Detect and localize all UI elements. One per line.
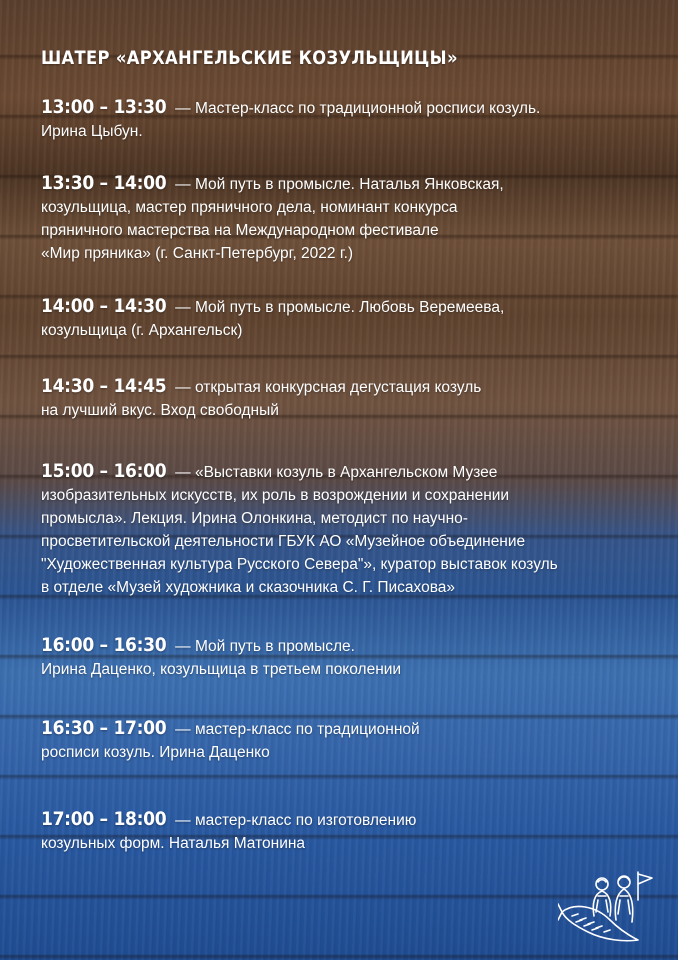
- entry-description: — Мой путь в промысле.: [175, 638, 355, 655]
- entry-line: "Художественная культура Русского Севера"», куратор выставок козуль: [41, 556, 558, 573]
- entry-line: на лучший вкус. Вход свободный: [41, 402, 279, 419]
- entry-line: просветительской деятельности ГБУК АО «Музейное объединение: [41, 533, 526, 550]
- entry-description: — мастер-класс по традиционной: [175, 721, 420, 738]
- festival-logo-icon: [558, 870, 658, 946]
- entry-line: промысла». Лекция. Ирина Олонкина, методист по научно-: [41, 510, 468, 527]
- schedule-entry: [41, 172, 641, 265]
- schedule-entry: [41, 634, 641, 681]
- entry-description: — Мастер-класс по традиционной росписи козуль.: [175, 100, 541, 117]
- entry-line: в отделе «Музей художника и сказочника С. Г. Писахова»: [41, 579, 456, 596]
- entry-time: 16:00 – 16:30: [41, 634, 167, 656]
- schedule-entry: [41, 375, 641, 422]
- entry-time: 15:00 – 16:00: [41, 460, 167, 482]
- entry-time: 13:30 – 14:00: [41, 172, 167, 194]
- entry-description: — Мой путь в промысле. Любовь Веремеева,: [175, 299, 505, 316]
- entry-line: пряничного мастерства на Международном фестивале: [41, 222, 439, 239]
- entry-time: 16:30 – 17:00: [41, 717, 167, 739]
- entry-line: козульных форм. Наталья Матонина: [41, 835, 306, 852]
- entry-time: 14:00 – 14:30: [41, 295, 167, 317]
- entry-line: козульщица (г. Архангельск): [41, 322, 243, 339]
- schedule-entry: [41, 295, 641, 342]
- entry-time: 13:00 – 13:30: [41, 96, 167, 118]
- schedule-entry: [41, 460, 641, 599]
- entry-line: изобразительных искусств, их роль в возрождении и сохранении: [41, 487, 510, 504]
- entry-line: росписи козуль. Ирина Даценко: [41, 744, 270, 761]
- entry-description: — мастер-класс по изготовлению: [175, 812, 417, 829]
- page-title: ШАТЕР «АРХАНГЕЛЬСКИЕ КОЗУЛЬЩИЦЫ»: [41, 47, 458, 69]
- entry-description: — открытая конкурсная дегустация козуль: [175, 379, 482, 396]
- entry-description: — Мой путь в промысле. Наталья Янковская,: [175, 176, 504, 193]
- entry-line: Ирина Даценко, козульщица в третьем поколении: [41, 661, 402, 678]
- entry-time: 17:00 – 18:00: [41, 808, 167, 830]
- schedule-entry: [41, 717, 641, 764]
- entry-description: — «Выставки козуль в Архангельском Музее: [175, 464, 498, 481]
- entry-line: «Мир пряника» (г. Санкт-Петербург, 2022 г.): [41, 245, 354, 262]
- entry-time: 14:30 – 14:45: [41, 375, 167, 397]
- schedule-entry: [41, 96, 641, 143]
- entry-line: козульщица, мастер пряничного дела, номинант конкурса: [41, 199, 458, 216]
- schedule-entry: [41, 808, 641, 855]
- entry-line: Ирина Цыбун.: [41, 123, 143, 140]
